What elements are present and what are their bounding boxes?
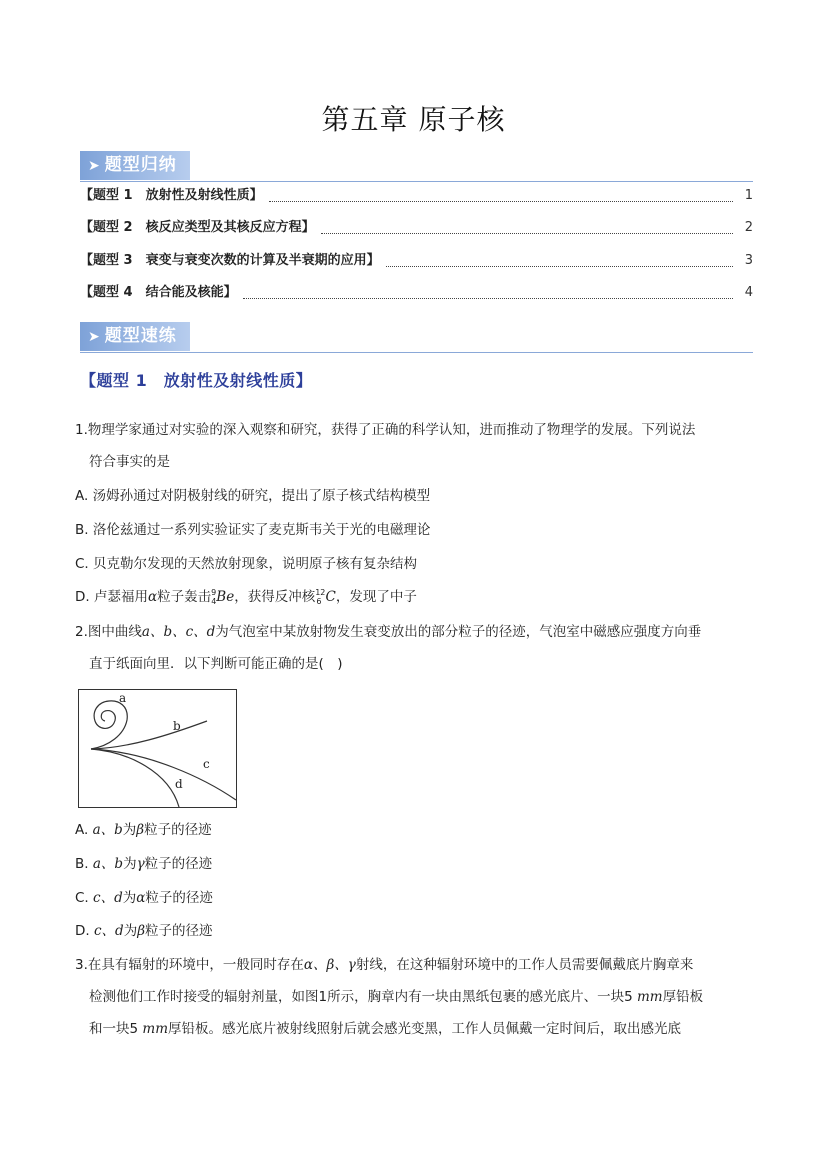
toc-page: 2 xyxy=(744,220,753,235)
banner-label: 题型速练 xyxy=(104,326,177,346)
banner-topic-summary xyxy=(80,151,753,182)
track-c xyxy=(91,749,236,800)
question-2: 2.图中曲线a、b、c、d为气泡室中某放射物发生衰变放出的部分粒子的径迹，气泡室中磁感应强度方向垂 直于纸面向里．以下判断可能正确的是( ) xyxy=(75,622,755,674)
option-c[interactable]: C. c、d为α粒子的径迹 xyxy=(75,890,213,906)
toc-page: 3 xyxy=(744,253,753,268)
banner-practice xyxy=(80,322,753,353)
question-text: 1.物理学家通过对实验的深入观察和研究，获得了正确的科学认知，进而推动了物理学的发展。下列说法 xyxy=(75,422,696,438)
label-c: c xyxy=(203,757,210,771)
label-d: d xyxy=(175,777,183,791)
toc-entry-1[interactable] xyxy=(80,186,753,206)
option-d[interactable]: D. 卢瑟福用α粒子轰击$^9_4$Be，获得反冲核$^{12}_6$ C，发现了中子 xyxy=(75,588,417,606)
toc-page: 4 xyxy=(744,285,753,300)
toc-label: 【题型 3 衰变与衰变次数的计算及半衰期的应用】 xyxy=(80,253,380,268)
toc-label: 【题型 4 结合能及核能】 xyxy=(80,285,237,300)
toc-label: 【题型 1 放射性及射线性质】 xyxy=(80,188,263,203)
arrow-icon: ➤ xyxy=(88,329,101,345)
bubble-chamber-figure xyxy=(78,689,237,808)
toc-entry-2[interactable] xyxy=(80,218,753,238)
track-a xyxy=(91,701,127,749)
option-b[interactable]: B. 洛伦兹通过一系列实验证实了麦克斯韦关于光的电磁理论 xyxy=(75,522,431,538)
label-a: a xyxy=(119,691,127,705)
track-d xyxy=(91,749,179,807)
option-d[interactable]: D. c、d为β粒子的径迹 xyxy=(75,923,213,939)
label-b: b xyxy=(173,719,181,733)
question-text: 符合事实的是 xyxy=(89,454,170,470)
option-a[interactable]: A. a、b为β粒子的径迹 xyxy=(75,822,212,838)
track-b xyxy=(91,721,207,749)
question-text: 直于纸面向里．以下判断可能正确的是( ) xyxy=(89,656,343,672)
question-3: 3.在具有辐射的环境中，一般同时存在α、β、γ射线，在这种辐射环境中的工作人员需要佩戴底片胸章来 检测他们工作时接受的辐射剂量，如图1所示，胸章内有一块由黑纸包裹的感光底片、一块5 mm厚铅板 和一块5 mm厚铅板。感光底片被射线照射后就会感光变黑，工作人员佩戴一定时间后，取出感光底 xyxy=(75,957,704,1037)
banner-label: 题型归纳 xyxy=(104,155,177,175)
question-1 xyxy=(75,420,755,472)
toc-entry-3[interactable] xyxy=(80,251,753,271)
toc-page: 1 xyxy=(744,188,753,203)
toc-entry-4[interactable] xyxy=(80,283,753,303)
option-c[interactable]: C. 贝克勒尔发现的天然放射现象，说明原子核有复杂结构 xyxy=(75,556,418,572)
arrow-icon: ➤ xyxy=(88,158,101,174)
toc-label: 【题型 2 核反应类型及其核反应方程】 xyxy=(80,220,315,235)
section-heading: 【题型 1 放射性及射线性质】 xyxy=(80,371,313,390)
option-b[interactable]: B. a、b为γ粒子的径迹 xyxy=(75,856,213,872)
page-title: 第五章 原子核 xyxy=(321,103,506,136)
option-a[interactable]: A. 汤姆孙通过对阴极射线的研究，提出了原子核式结构模型 xyxy=(75,488,431,504)
